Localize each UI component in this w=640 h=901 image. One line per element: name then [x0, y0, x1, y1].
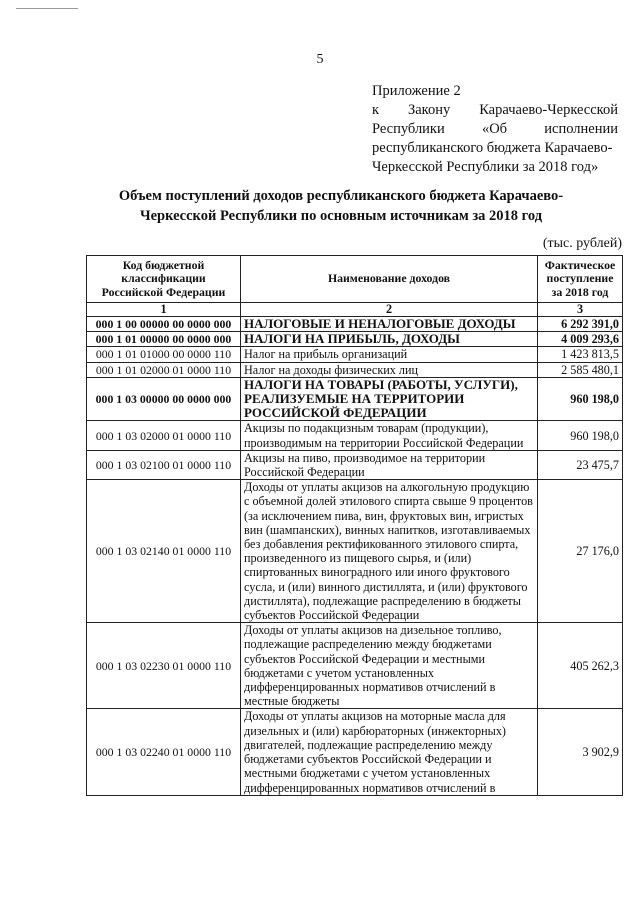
- table-row: [87, 450, 623, 479]
- row-code: 000 1 01 02000 01 0000 110: [87, 362, 241, 377]
- table-header-row: [87, 256, 623, 303]
- appendix-line-2: [372, 101, 618, 120]
- header-amount: Фактическое поступление за 2018 год: [538, 256, 623, 303]
- row-code: 000 1 03 02230 01 0000 110: [87, 623, 241, 709]
- appendix-block: [372, 82, 618, 177]
- row-name: НАЛОГИ НА ТОВАРЫ (РАБОТЫ, УСЛУГИ), РЕАЛИЗУЕМЫЕ НА ТЕРРИТОРИИ РОССИЙСКОЙ ФЕДЕРАЦИИ: [241, 377, 538, 421]
- appendix-line-5: Черкесской Республики за 2018 год»: [372, 159, 599, 175]
- row-name: Акцизы на пиво, производимое на территории Российской Федерации: [241, 450, 538, 479]
- column-number: 1: [87, 303, 241, 317]
- revenue-table: [86, 255, 623, 796]
- document-title: [96, 186, 586, 226]
- appendix-word: «Об: [481, 121, 508, 137]
- row-amount: 27 176,0: [538, 480, 623, 623]
- row-code: 000 1 00 00000 00 0000 000: [87, 317, 241, 332]
- appendix-word: Республики: [372, 121, 445, 137]
- row-code: 000 1 01 01000 00 0000 110: [87, 347, 241, 362]
- appendix-line-1: Приложение 2: [372, 83, 461, 99]
- top-rule: [16, 8, 78, 9]
- appendix-word: к: [372, 102, 380, 118]
- title-line-1: Объем поступлений доходов республиканского бюджета Карачаево-: [118, 188, 564, 204]
- column-number: 2: [241, 303, 538, 317]
- row-name: Доходы от уплаты акцизов на дизельное топливо, подлежащие распределению между бюджетами субъектов Российской Федерации и местными бюджетами с учетом установленных дифференцированных нормативов отчислений в местные бюджеты: [241, 623, 538, 709]
- table-row: [87, 317, 623, 332]
- column-number-row: [87, 303, 623, 317]
- row-code: 000 1 03 00000 00 0000 000: [87, 377, 241, 421]
- row-name: НАЛОГОВЫЕ И НЕНАЛОГОВЫЕ ДОХОДЫ: [241, 317, 538, 332]
- appendix-line-3: [372, 120, 618, 139]
- table-row: [87, 347, 623, 362]
- column-number: 3: [538, 303, 623, 317]
- row-amount: 960 198,0: [538, 377, 623, 421]
- table-row: [87, 362, 623, 377]
- row-code: 000 1 01 00000 00 0000 000: [87, 332, 241, 347]
- row-name: Налог на прибыль организаций: [241, 347, 538, 362]
- row-code: 000 1 03 02240 01 0000 110: [87, 709, 241, 795]
- row-amount: 2 585 480,1: [538, 362, 623, 377]
- row-code: 000 1 03 02000 01 0000 110: [87, 421, 241, 450]
- row-amount: 23 475,7: [538, 450, 623, 479]
- title-line-2: Черкесской Республики по основным источникам за 2018 год: [139, 208, 543, 224]
- table-row: [87, 623, 623, 709]
- unit-label: (тыс. рублей): [542, 236, 622, 251]
- row-amount: 3 902,9: [538, 709, 623, 795]
- row-amount: 1 423 813,5: [538, 347, 623, 362]
- row-amount: 405 262,3: [538, 623, 623, 709]
- header-code: Код бюджетной классификации Российской Федерации: [87, 256, 241, 303]
- appendix-word: Закону: [407, 102, 451, 118]
- table-row: [87, 421, 623, 450]
- appendix-word: Карачаево-Черкесской: [479, 102, 618, 118]
- row-name: Доходы от уплаты акцизов на моторные масла для дизельных и (или) карбюраторных (инжекторных) двигателей, подлежащие распределению между бюджетами субъектов Российской Федерации и местными бюджетами с учетом установленных дифференцированных нормативов отчислений в: [241, 709, 538, 795]
- row-name: Акцизы по подакцизным товарам (продукции), производимым на территории Российской Федерации: [241, 421, 538, 450]
- table-row: [87, 480, 623, 623]
- table-row: [87, 377, 623, 421]
- row-name: Доходы от уплаты акцизов на алкогольную продукцию с объемной долей этилового спирта свыше 9 процентов (за исключением пива, вин, фруктовых вин, игристых вин (шампанских), винных напитков, изготавливаемых без добавления ректификованного этилового спирта, произведенного из пищевого сырья, и (или) спиртованных виноградного или иного фруктового сусла, и (или) винного дистиллята, и (или) фруктового дистиллята), подлежащие распределению в бюджеты субъектов Российской Федерации: [241, 480, 538, 623]
- row-amount: 6 292 391,0: [538, 317, 623, 332]
- row-code: 000 1 03 02140 01 0000 110: [87, 480, 241, 623]
- row-name: Налог на доходы физических лиц: [241, 362, 538, 377]
- row-amount: 4 009 293,6: [538, 332, 623, 347]
- appendix-line-4: республиканского бюджета Карачаево-: [372, 140, 613, 156]
- row-amount: 960 198,0: [538, 421, 623, 450]
- appendix-word: исполнении: [544, 121, 618, 137]
- table-row: [87, 709, 623, 795]
- header-name: Наименование доходов: [241, 256, 538, 303]
- page-number: 5: [316, 52, 324, 67]
- row-name: НАЛОГИ НА ПРИБЫЛЬ, ДОХОДЫ: [241, 332, 538, 347]
- row-code: 000 1 03 02100 01 0000 110: [87, 450, 241, 479]
- table-row: [87, 332, 623, 347]
